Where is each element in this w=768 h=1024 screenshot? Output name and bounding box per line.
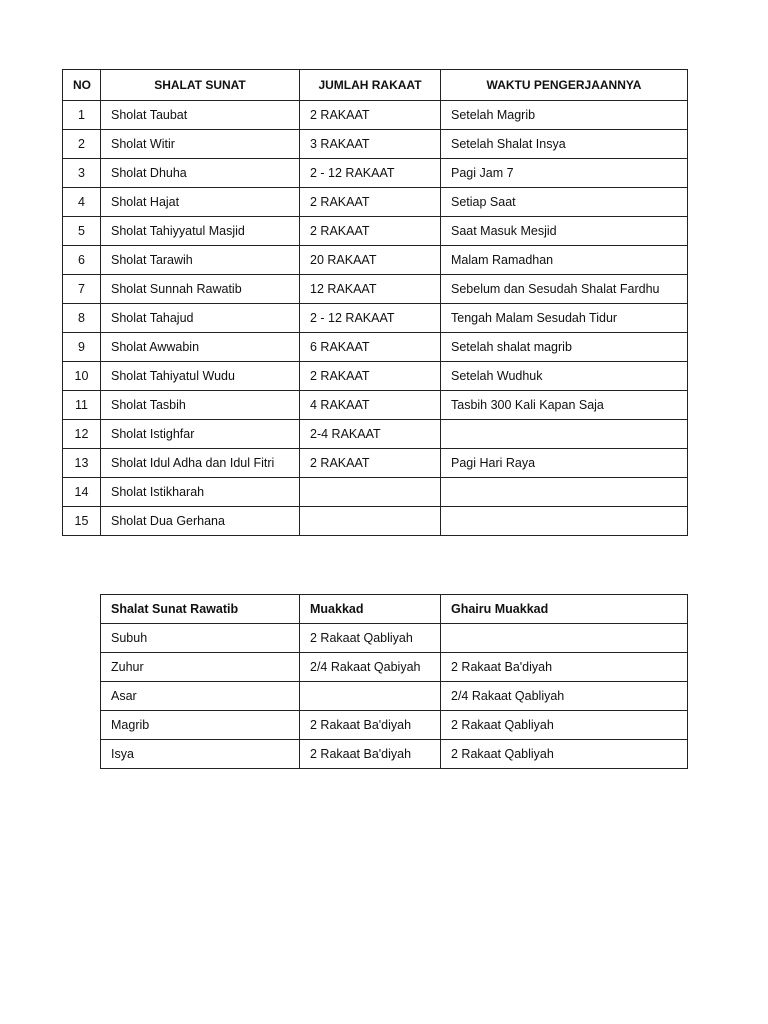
cell-waktu: Setelah Wudhuk [441, 362, 688, 391]
header-jumlah-rakaat: JUMLAH RAKAAT [300, 70, 441, 101]
table-row [63, 130, 688, 159]
rawatib-table-body [101, 624, 688, 769]
cell-no: 2 [63, 130, 101, 159]
table-row [101, 653, 688, 682]
table-row [63, 391, 688, 420]
header-muakkad: Muakkad [300, 595, 441, 624]
table-row [63, 420, 688, 449]
cell-muakkad: 2 Rakaat Qabliyah [300, 624, 441, 653]
cell-muakkad: 2 Rakaat Ba'diyah [300, 711, 441, 740]
cell-waktu: Setiap Saat [441, 188, 688, 217]
cell-shalat-sunat: Sholat Istighfar [101, 420, 300, 449]
table-row [101, 682, 688, 711]
cell-no: 1 [63, 101, 101, 130]
cell-jumlah-rakaat [300, 507, 441, 536]
table-row [63, 507, 688, 536]
cell-jumlah-rakaat: 20 RAKAAT [300, 246, 441, 275]
cell-ghairu-muakkad: 2 Rakaat Qabliyah [441, 740, 688, 769]
cell-shalat-sunat: Sholat Dhuha [101, 159, 300, 188]
cell-shalat-sunat: Sholat Awwabin [101, 333, 300, 362]
table-row [63, 478, 688, 507]
cell-no: 7 [63, 275, 101, 304]
cell-muakkad: 2 Rakaat Ba'diyah [300, 740, 441, 769]
cell-shalat-sunat: Sholat Taubat [101, 101, 300, 130]
cell-shalat-rawatib: Magrib [101, 711, 300, 740]
cell-shalat-rawatib: Subuh [101, 624, 300, 653]
header-ghairu-muakkad: Ghairu Muakkad [441, 595, 688, 624]
cell-no: 14 [63, 478, 101, 507]
cell-waktu [441, 507, 688, 536]
cell-shalat-sunat: Sholat Sunnah Rawatib [101, 275, 300, 304]
cell-shalat-sunat: Sholat Tahiyyatul Masjid [101, 217, 300, 246]
cell-waktu: Sebelum dan Sesudah Shalat Fardhu [441, 275, 688, 304]
cell-jumlah-rakaat [300, 478, 441, 507]
table-row [63, 217, 688, 246]
cell-jumlah-rakaat: 6 RAKAAT [300, 333, 441, 362]
table-row [63, 246, 688, 275]
cell-ghairu-muakkad: 2/4 Rakaat Qabliyah [441, 682, 688, 711]
cell-no: 8 [63, 304, 101, 333]
cell-shalat-sunat: Sholat Tarawih [101, 246, 300, 275]
cell-no: 9 [63, 333, 101, 362]
cell-jumlah-rakaat: 3 RAKAAT [300, 130, 441, 159]
cell-ghairu-muakkad: 2 Rakaat Qabliyah [441, 711, 688, 740]
cell-jumlah-rakaat: 2 RAKAAT [300, 101, 441, 130]
cell-jumlah-rakaat: 2 RAKAAT [300, 449, 441, 478]
cell-no: 11 [63, 391, 101, 420]
cell-no: 4 [63, 188, 101, 217]
cell-shalat-rawatib: Isya [101, 740, 300, 769]
table-row [101, 711, 688, 740]
cell-waktu [441, 478, 688, 507]
cell-waktu: Setelah Magrib [441, 101, 688, 130]
cell-shalat-sunat: Sholat Tahajud [101, 304, 300, 333]
cell-ghairu-muakkad [441, 624, 688, 653]
cell-no: 13 [63, 449, 101, 478]
shalat-sunat-table-body [63, 101, 688, 536]
cell-shalat-sunat: Sholat Tasbih [101, 391, 300, 420]
table-row [63, 362, 688, 391]
header-shalat-sunat-rawatib: Shalat Sunat Rawatib [101, 595, 300, 624]
table-row [63, 275, 688, 304]
cell-waktu: Pagi Hari Raya [441, 449, 688, 478]
cell-shalat-rawatib: Zuhur [101, 653, 300, 682]
table-row [63, 449, 688, 478]
table-row [101, 740, 688, 769]
cell-jumlah-rakaat: 2-4 RAKAAT [300, 420, 441, 449]
cell-waktu: Tasbih 300 Kali Kapan Saja [441, 391, 688, 420]
cell-waktu: Tengah Malam Sesudah Tidur [441, 304, 688, 333]
cell-waktu [441, 420, 688, 449]
rawatib-header-row [101, 595, 688, 624]
cell-no: 10 [63, 362, 101, 391]
header-shalat-sunat: SHALAT SUNAT [101, 70, 300, 101]
table-row [63, 101, 688, 130]
header-no: NO [63, 70, 101, 101]
shalat-sunat-table [62, 69, 688, 536]
cell-waktu: Saat Masuk Mesjid [441, 217, 688, 246]
cell-shalat-sunat: Sholat Dua Gerhana [101, 507, 300, 536]
cell-muakkad [300, 682, 441, 711]
cell-jumlah-rakaat: 2 - 12 RAKAAT [300, 159, 441, 188]
cell-jumlah-rakaat: 12 RAKAAT [300, 275, 441, 304]
cell-jumlah-rakaat: 4 RAKAAT [300, 391, 441, 420]
header-waktu: WAKTU PENGERJAANNYA [441, 70, 688, 101]
cell-jumlah-rakaat: 2 RAKAAT [300, 188, 441, 217]
cell-no: 15 [63, 507, 101, 536]
cell-no: 3 [63, 159, 101, 188]
cell-shalat-sunat: Sholat Idul Adha dan Idul Fitri [101, 449, 300, 478]
cell-jumlah-rakaat: 2 RAKAAT [300, 362, 441, 391]
cell-ghairu-muakkad: 2 Rakaat Ba'diyah [441, 653, 688, 682]
cell-no: 6 [63, 246, 101, 275]
cell-no: 5 [63, 217, 101, 246]
table-row [101, 624, 688, 653]
cell-waktu: Setelah shalat magrib [441, 333, 688, 362]
cell-shalat-sunat: Sholat Hajat [101, 188, 300, 217]
table-header-row [63, 70, 688, 101]
cell-shalat-sunat: Sholat Witir [101, 130, 300, 159]
cell-waktu: Setelah Shalat Insya [441, 130, 688, 159]
cell-jumlah-rakaat: 2 - 12 RAKAAT [300, 304, 441, 333]
cell-shalat-sunat: Sholat Istikharah [101, 478, 300, 507]
table-row [63, 159, 688, 188]
cell-shalat-rawatib: Asar [101, 682, 300, 711]
cell-jumlah-rakaat: 2 RAKAAT [300, 217, 441, 246]
cell-muakkad: 2/4 Rakaat Qabiyah [300, 653, 441, 682]
table-row [63, 333, 688, 362]
table-row [63, 188, 688, 217]
cell-shalat-sunat: Sholat Tahiyatul Wudu [101, 362, 300, 391]
table-row [63, 304, 688, 333]
cell-waktu: Malam Ramadhan [441, 246, 688, 275]
rawatib-table [100, 594, 688, 769]
cell-waktu: Pagi Jam 7 [441, 159, 688, 188]
cell-no: 12 [63, 420, 101, 449]
